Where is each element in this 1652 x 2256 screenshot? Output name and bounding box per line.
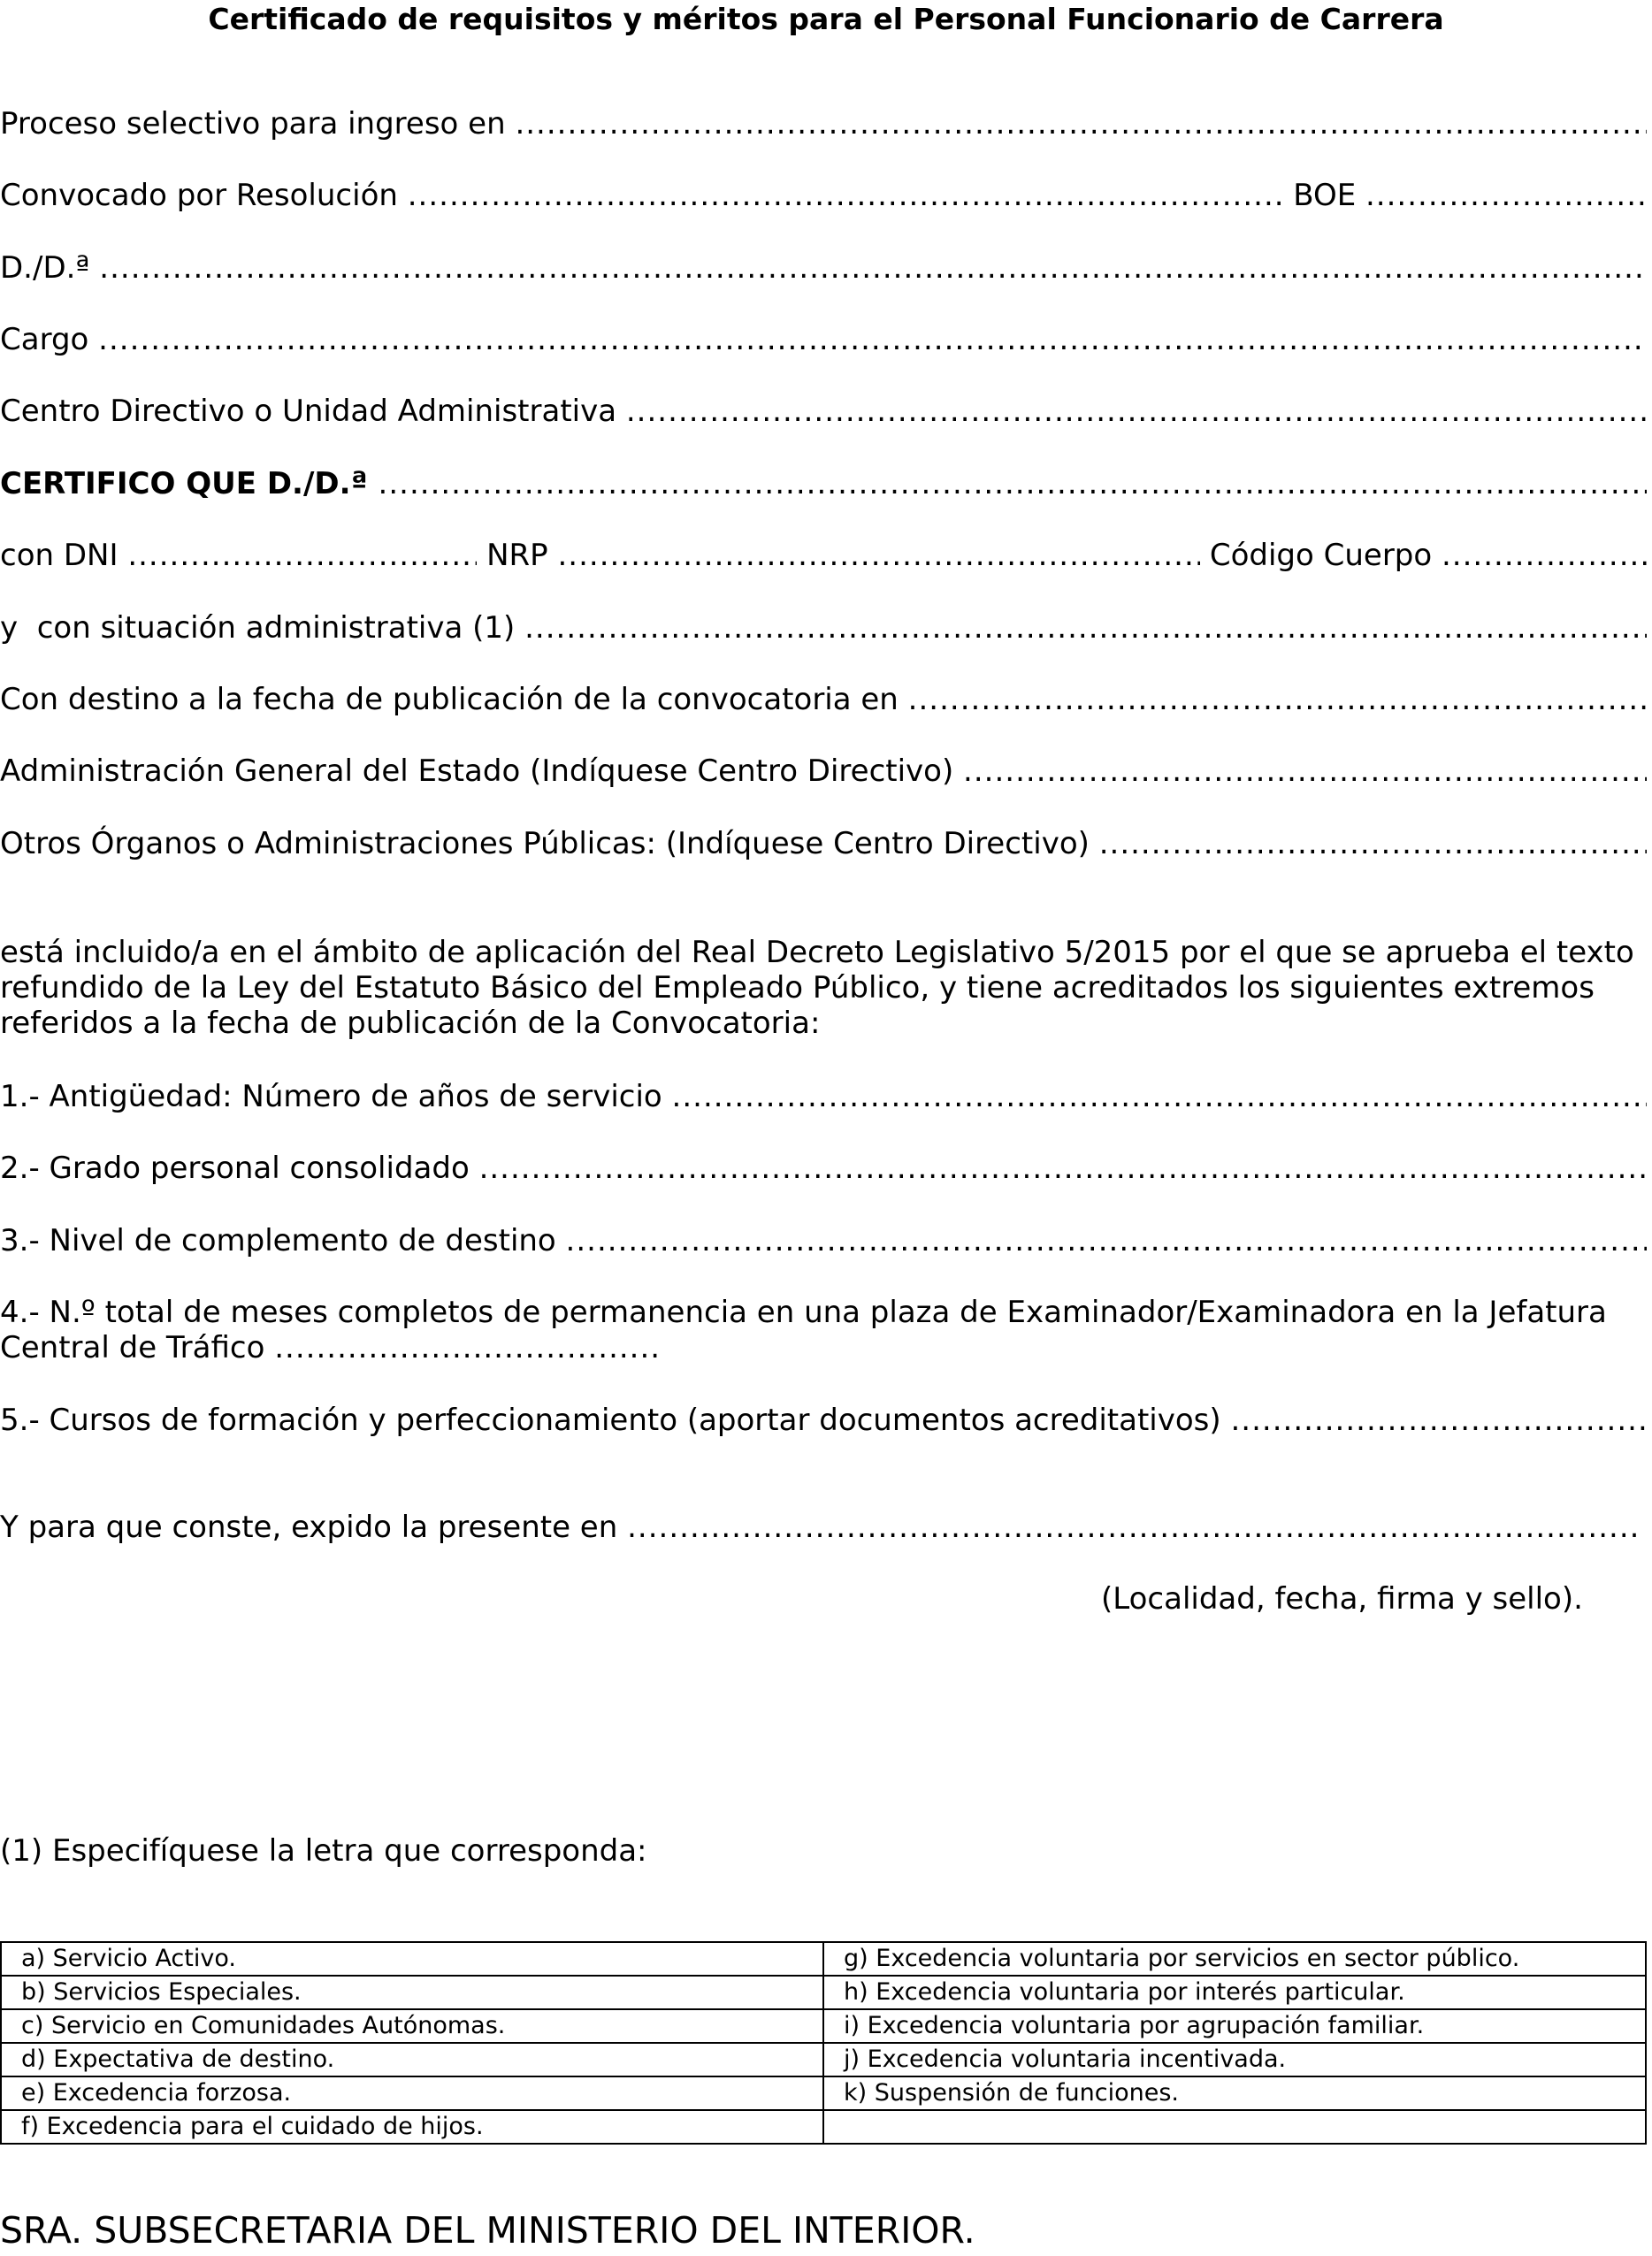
field-label: D./D.ª bbox=[0, 250, 100, 286]
dotted-fill-line bbox=[908, 680, 1647, 719]
addressee: SRA. SUBSECRETARIA DEL MINISTERIO DEL INTERIOR. bbox=[0, 2209, 975, 2252]
field-label: Y para que conste, expido la presente en bbox=[0, 1510, 628, 1545]
item-grado-personal[interactable] bbox=[0, 1149, 1647, 1188]
field-expido[interactable] bbox=[0, 1508, 1636, 1547]
table-cell: a) Servicio Activo. bbox=[1, 1942, 823, 1976]
field-dda[interactable] bbox=[0, 249, 1647, 287]
dotted-fill-line bbox=[626, 392, 1647, 431]
dotted-fill-line bbox=[515, 104, 1647, 143]
field-label: Otros Órganos o Administraciones Públicas: (Indíquese Centro Directivo) bbox=[0, 826, 1099, 861]
table-cell: c) Servicio en Comunidades Autónomas. bbox=[1, 2009, 823, 2043]
table-row bbox=[1, 2076, 1646, 2110]
table-cell: f) Excedencia para el cuidado de hijos. bbox=[1, 2110, 823, 2144]
item-label: 4.- N.º total de meses completos de permanencia en una plaza de Examinador/Examinadora en la Jefatura bbox=[0, 1295, 1607, 1330]
dotted-fill-line bbox=[524, 608, 1647, 647]
field-label: Administración General del Estado (Indíquese Centro Directivo) bbox=[0, 753, 964, 789]
item-antiguedad[interactable] bbox=[0, 1077, 1647, 1116]
field-label-dni: con DNI bbox=[0, 538, 128, 573]
dotted-fill-line bbox=[479, 1149, 1647, 1188]
dotted-fill-line bbox=[99, 249, 1647, 287]
document-title: Certificado de requisitos y méritos para el Personal Funcionario de Carrera bbox=[208, 2, 1444, 36]
item-label: 5.- Cursos de formación y perfeccionamiento (aportar documentos acreditativos) bbox=[0, 1403, 1231, 1438]
item-label: 1.- Antigüedad: Número de años de servicio bbox=[0, 1079, 672, 1114]
table-row bbox=[1, 1942, 1646, 1976]
table-cell: i) Excedencia voluntaria por agrupación familiar. bbox=[823, 2009, 1646, 2043]
item-meses-line2[interactable] bbox=[0, 1328, 1647, 1367]
situaciones-table bbox=[0, 1941, 1647, 2145]
table-cell: k) Suspensión de funciones. bbox=[823, 2076, 1646, 2110]
field-proceso-selectivo[interactable] bbox=[0, 104, 1647, 143]
field-dni-nrp-codigo[interactable] bbox=[0, 536, 1647, 575]
field-label: CERTIFICO QUE D./D.ª bbox=[0, 466, 379, 501]
field-convocado-resolucion[interactable] bbox=[0, 176, 1647, 215]
table-cell: e) Excedencia forzosa. bbox=[1, 2076, 823, 2110]
dotted-fill-line bbox=[1365, 176, 1647, 215]
dotted-fill-line bbox=[98, 320, 1647, 359]
signature-note: (Localidad, fecha, firma y sello). bbox=[1101, 1581, 1583, 1617]
field-otros-organos[interactable] bbox=[0, 824, 1647, 863]
dotted-fill-line bbox=[274, 1328, 662, 1367]
item-cursos[interactable] bbox=[0, 1401, 1647, 1440]
footnote: (1) Especifíquese la letra que corresponda: bbox=[0, 1833, 647, 1869]
body-paragraph: está incluido/a en el ámbito de aplicación del Real Decreto Legislativo 5/2015 por el que se aprueba el texto refundido de la Ley del Estatuto Básico del Empleado Público, y tiene acreditados los siguientes extremos referidos a la fecha de publicación de la Convocatoria: bbox=[0, 935, 1634, 1041]
field-label-nrp: NRP bbox=[477, 538, 558, 573]
field-centro-directivo[interactable] bbox=[0, 392, 1647, 431]
dotted-fill-line bbox=[558, 536, 1201, 575]
field-label-boe: BOE bbox=[1283, 178, 1365, 213]
table-cell: h) Excedencia voluntaria por interés particular. bbox=[823, 1976, 1646, 2009]
table-cell: b) Servicios Especiales. bbox=[1, 1976, 823, 2009]
dotted-fill-line bbox=[127, 536, 477, 575]
dotted-fill-line bbox=[1230, 1401, 1647, 1440]
item-label: 2.- Grado personal consolidado bbox=[0, 1151, 479, 1186]
dotted-fill-line bbox=[1442, 536, 1647, 575]
item-meses-line1 bbox=[0, 1293, 1647, 1332]
table-cell: j) Excedencia voluntaria incentivada. bbox=[823, 2043, 1646, 2076]
dotted-fill-line bbox=[1099, 824, 1647, 863]
dotted-fill-line bbox=[672, 1077, 1647, 1116]
dotted-fill-line bbox=[408, 176, 1284, 215]
dotted-fill-line bbox=[566, 1221, 1647, 1260]
field-situacion-administrativa[interactable] bbox=[0, 608, 1647, 647]
field-certifico[interactable] bbox=[0, 464, 1647, 503]
item-label: Central de Tráfico bbox=[0, 1330, 275, 1365]
field-destino[interactable] bbox=[0, 680, 1647, 719]
field-label-codigo-cuerpo: Código Cuerpo bbox=[1200, 538, 1442, 573]
field-cargo[interactable] bbox=[0, 320, 1647, 359]
table-cell: d) Expectativa de destino. bbox=[1, 2043, 823, 2076]
table-row bbox=[1, 2043, 1646, 2076]
table-cell bbox=[823, 2110, 1646, 2144]
item-nivel-complemento[interactable] bbox=[0, 1221, 1647, 1260]
item-label: 3.- Nivel de complemento de destino bbox=[0, 1223, 566, 1258]
table-cell: g) Excedencia voluntaria por servicios en sector público. bbox=[823, 1942, 1646, 1976]
field-label: Cargo bbox=[0, 322, 99, 357]
dotted-fill-line bbox=[963, 752, 1647, 791]
dotted-fill-line bbox=[379, 464, 1647, 503]
field-age-centro[interactable] bbox=[0, 752, 1647, 791]
table-row bbox=[1, 2009, 1646, 2043]
field-label: Centro Directivo o Unidad Administrativa bbox=[0, 394, 626, 429]
field-label: Con destino a la fecha de publicación de la convocatoria en bbox=[0, 682, 908, 717]
field-label: y con situación administrativa (1) bbox=[0, 610, 525, 646]
field-label: Convocado por Resolución bbox=[0, 178, 408, 213]
table-row bbox=[1, 1976, 1646, 2009]
table-row bbox=[1, 2110, 1646, 2144]
dotted-fill-line bbox=[627, 1508, 1636, 1547]
field-label: Proceso selectivo para ingreso en bbox=[0, 106, 516, 141]
